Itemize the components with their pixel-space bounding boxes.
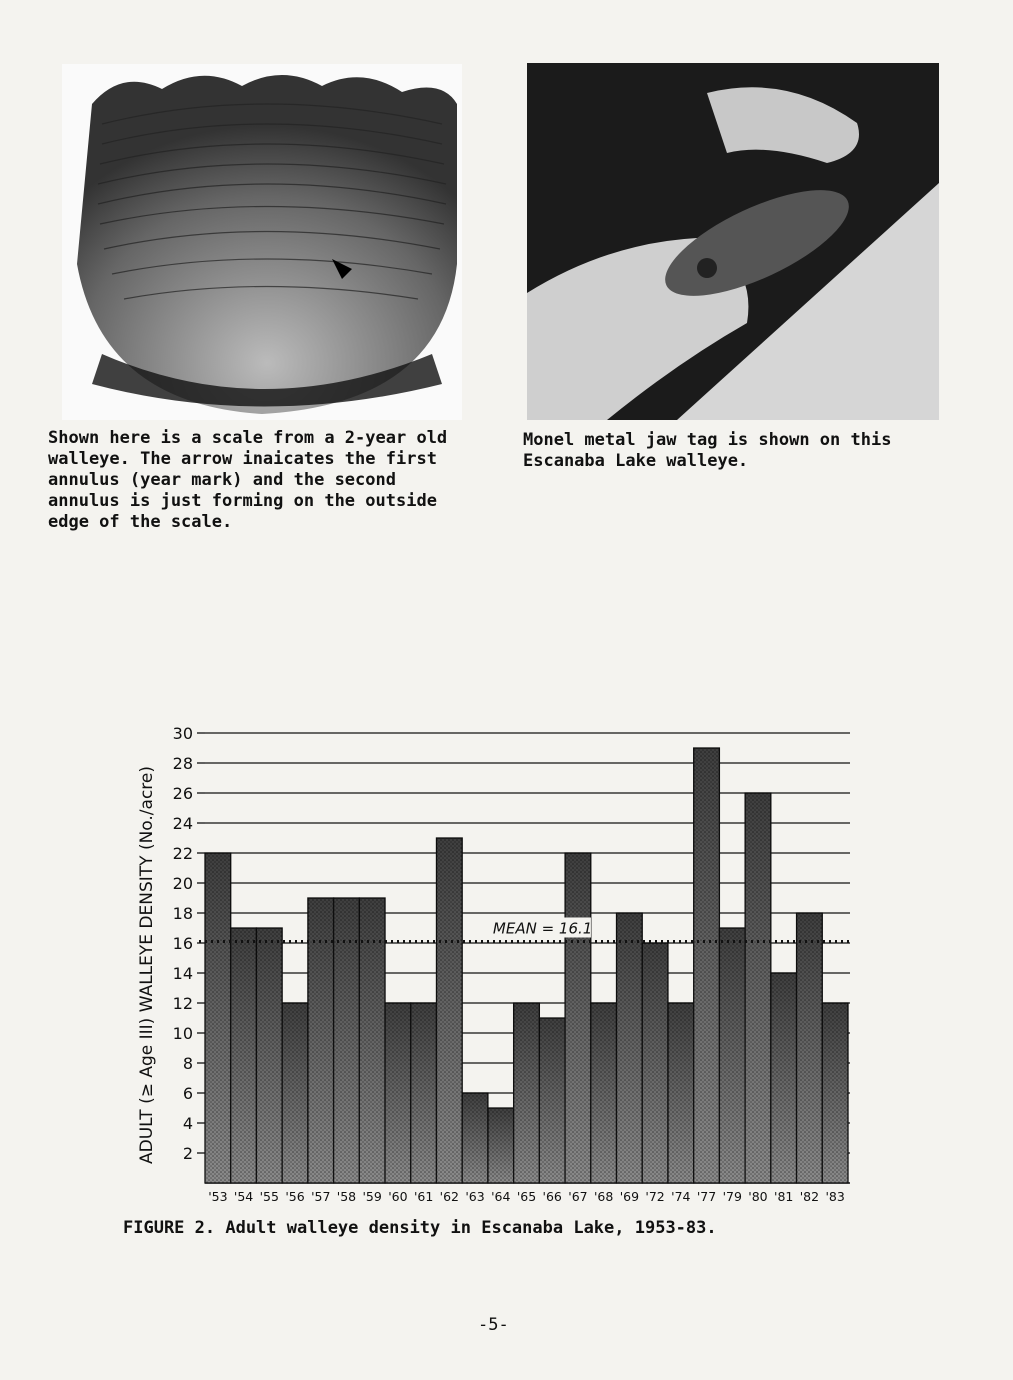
- x-tick-label: '63: [465, 1189, 485, 1204]
- y-tick-label: 18: [172, 904, 193, 923]
- x-tick-label: '65: [516, 1189, 537, 1204]
- bar-shade: [231, 928, 257, 1183]
- x-tick-label: '83: [825, 1189, 845, 1204]
- x-tick-label: '74: [671, 1189, 691, 1204]
- x-tick-label: '53: [208, 1189, 228, 1204]
- figure-caption: FIGURE 2. Adult walleye density in Escanaba Lake, 1953-83.: [123, 1218, 717, 1238]
- tag-photo-caption: Monel metal jaw tag is shown on this Escanaba Lake walleye.: [523, 430, 892, 471]
- bar-shade: [436, 838, 462, 1183]
- bars: [205, 748, 848, 1183]
- walleye-density-chart: [120, 715, 880, 1215]
- bar-shade: [617, 913, 643, 1183]
- y-tick-label: 22: [172, 844, 193, 863]
- fish-scale-photo: [62, 64, 462, 420]
- bar-shade: [565, 853, 591, 1183]
- x-tick-label: '61: [413, 1189, 434, 1204]
- x-tick-label: '59: [362, 1189, 382, 1204]
- x-tick-label: '69: [619, 1189, 640, 1204]
- y-tick-label: 26: [172, 784, 193, 803]
- bar-shade: [256, 928, 282, 1183]
- scale-photo-caption: Shown here is a scale from a 2-year old walleye. The arrow inaicates the first annulus (year mark) and the second annulus is just forming on the outside edge of the scale.: [48, 428, 448, 532]
- y-tick-label: 20: [172, 874, 193, 893]
- x-tick-label: '55: [259, 1189, 279, 1204]
- bar-shade: [488, 1108, 514, 1183]
- bar-shade: [411, 1003, 437, 1183]
- bar-shade: [694, 748, 720, 1183]
- y-tick-label: 30: [172, 724, 193, 743]
- bar-shade: [642, 943, 668, 1183]
- page-number: -5-: [478, 1315, 509, 1335]
- x-tick-label: '77: [696, 1189, 717, 1204]
- y-tick-label: 14: [172, 964, 193, 983]
- y-tick-label: 2: [182, 1144, 193, 1163]
- x-tick-label: '60: [388, 1189, 408, 1204]
- bar-shade: [539, 1018, 565, 1183]
- x-tick-label: '56: [285, 1189, 305, 1204]
- x-tick-label: '81: [774, 1189, 794, 1204]
- bar-shade: [514, 1003, 540, 1183]
- y-tick-label: 6: [182, 1084, 193, 1103]
- x-tick-label: '79: [722, 1189, 742, 1204]
- x-tick-label: '58: [336, 1189, 357, 1204]
- bar-shade: [771, 973, 797, 1183]
- x-tick-label: '68: [593, 1189, 614, 1204]
- y-tick-label: 16: [172, 934, 193, 953]
- bar-shade: [668, 1003, 694, 1183]
- x-tick-label: '54: [233, 1189, 254, 1204]
- x-tick-label: '80: [748, 1189, 768, 1204]
- bar-shade: [205, 853, 231, 1183]
- y-tick-labels: [173, 724, 193, 1163]
- y-axis-label: ADULT (≥ Age III) WALLEYE DENSITY (No./acre): [137, 765, 157, 1165]
- bar-shade: [719, 928, 745, 1183]
- y-tick-label: 4: [182, 1114, 193, 1133]
- bar-shade: [797, 913, 823, 1183]
- y-tick-label: 12: [172, 994, 193, 1013]
- fish-scale-image: [62, 64, 462, 420]
- bar-shade: [462, 1093, 488, 1183]
- x-tick-label: '64: [491, 1189, 511, 1204]
- walleye-tag-image: [527, 63, 939, 420]
- y-tick-label: 24: [172, 814, 193, 833]
- jaw-tag-photo: [527, 63, 939, 420]
- x-tick-label: '72: [645, 1189, 665, 1204]
- bar-shade: [359, 898, 385, 1183]
- mean-label: MEAN = 16.1: [492, 919, 593, 938]
- x-tick-label: '66: [542, 1189, 562, 1204]
- bar-shade: [282, 1003, 308, 1183]
- y-tick-label: 28: [172, 754, 193, 773]
- bar-shade: [822, 1003, 848, 1183]
- bar-shade: [385, 1003, 411, 1183]
- x-tick-label: '62: [439, 1189, 460, 1204]
- bar-shade: [745, 793, 771, 1183]
- bar-shade: [591, 1003, 617, 1183]
- x-tick-label: '57: [311, 1189, 331, 1204]
- y-tick-label: 8: [182, 1054, 193, 1073]
- x-tick-label: '82: [799, 1189, 820, 1204]
- y-tick-label: 10: [172, 1024, 193, 1043]
- x-tick-labels: [208, 1189, 845, 1204]
- x-tick-label: '67: [568, 1189, 588, 1204]
